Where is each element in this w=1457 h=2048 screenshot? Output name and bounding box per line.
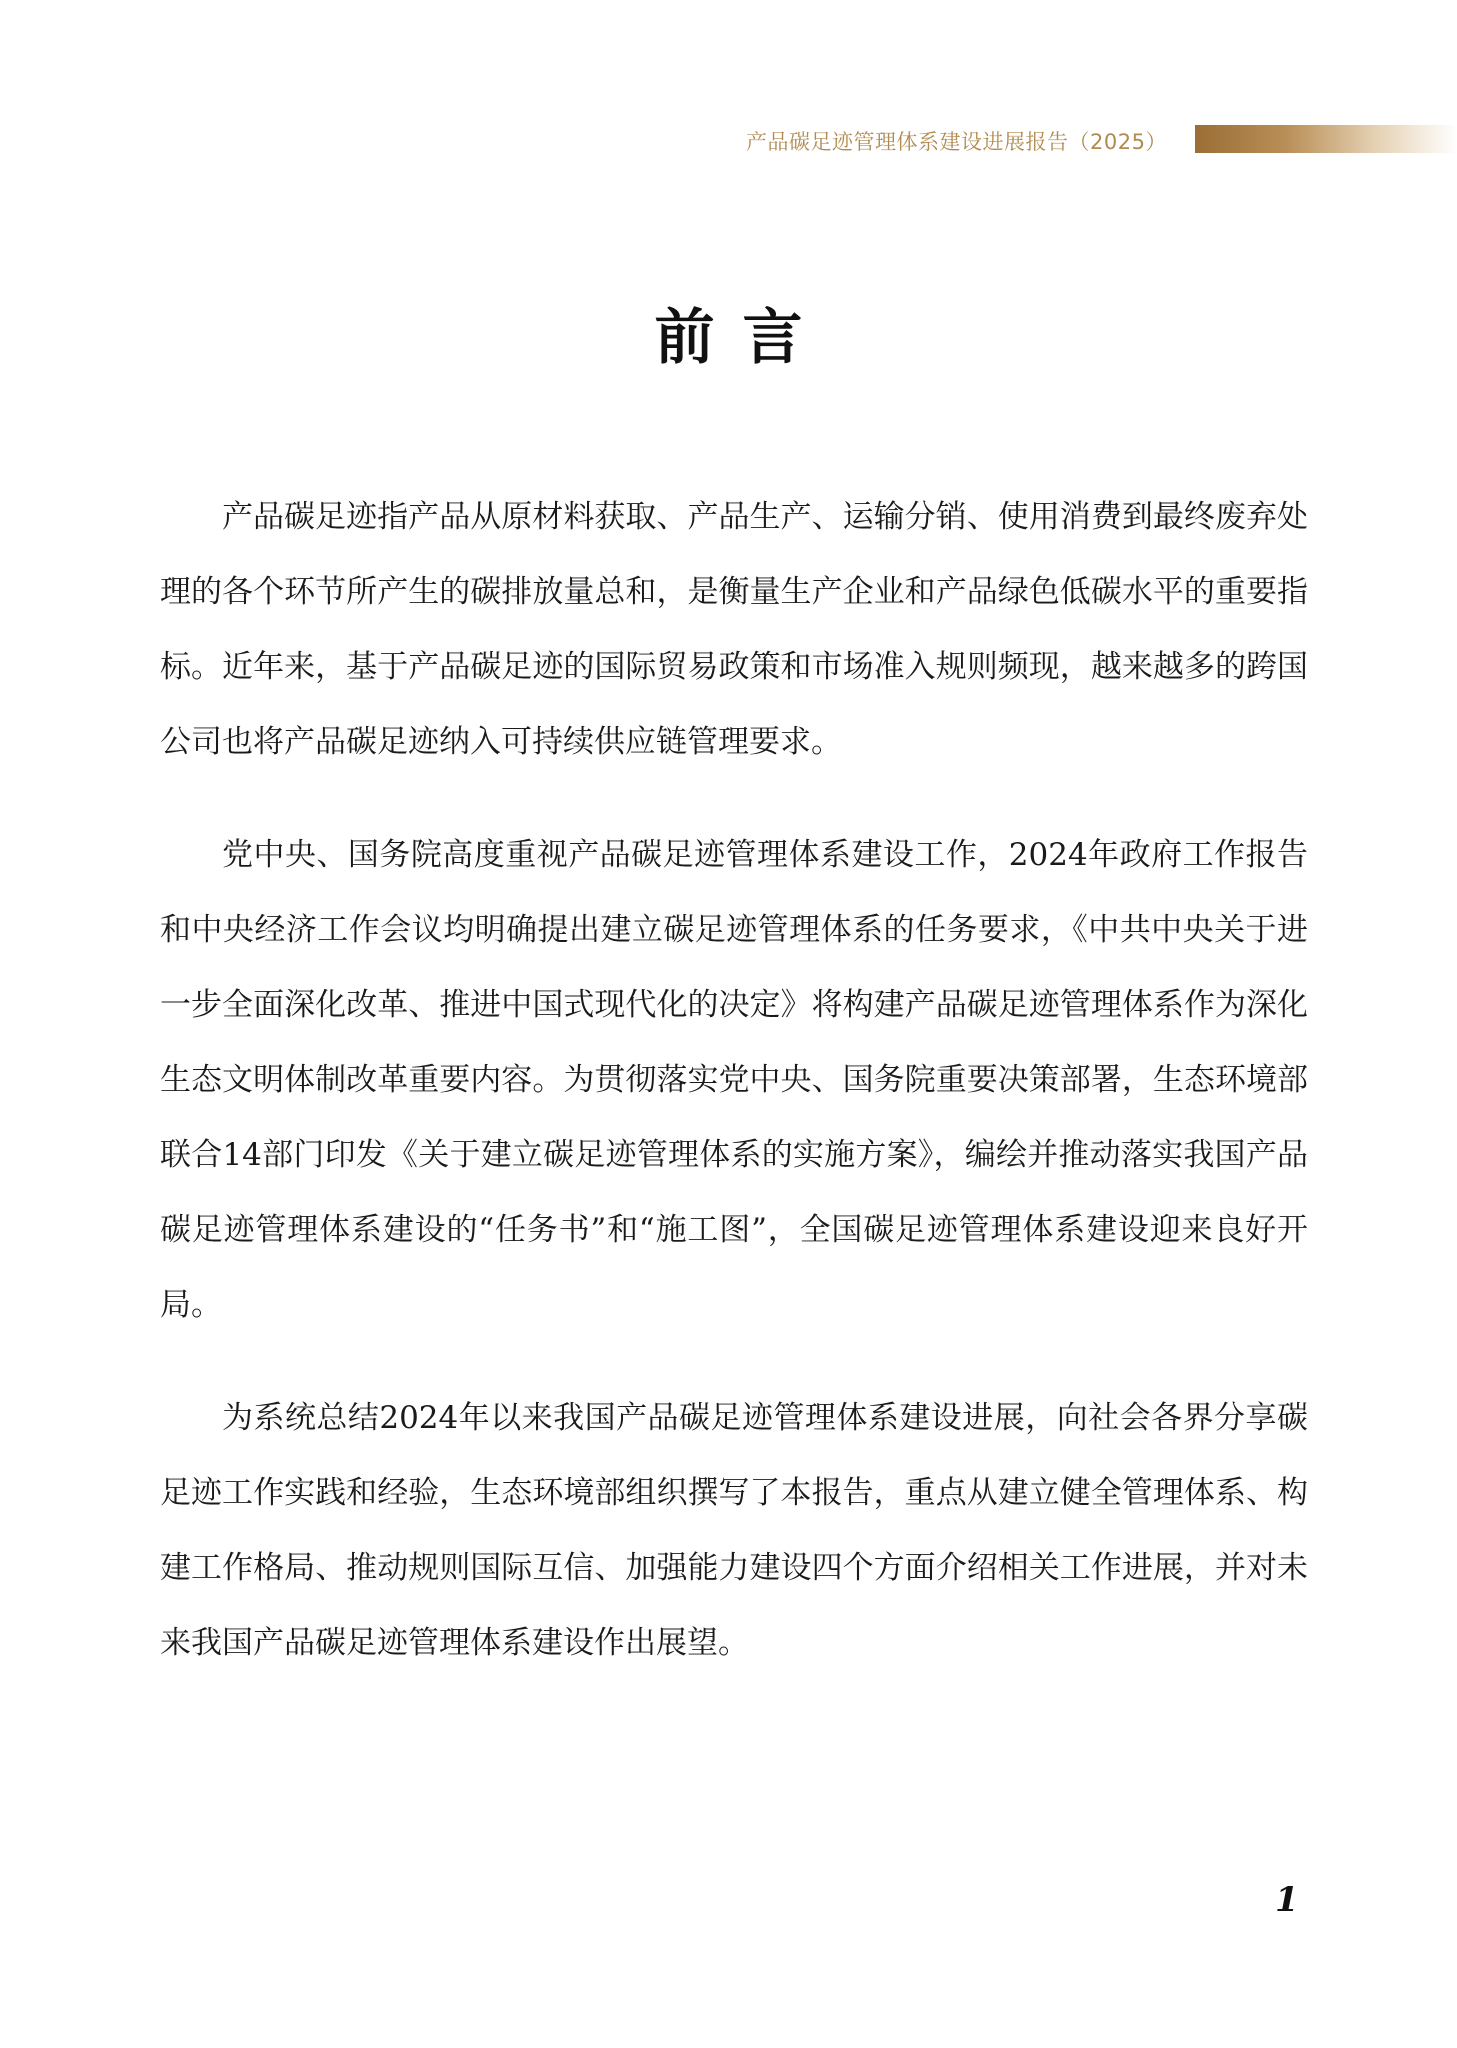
header-accent-bar <box>1195 125 1457 153</box>
page-number: 1 <box>1275 1880 1299 1920</box>
paragraph-2: 党中央、国务院高度重视产品碳足迹管理体系建设工作，2024年政府工作报告和中央经济工作会议均明确提出建立碳足迹管理体系的任务要求，《中共中央关于进一步全面深化改革、推进中国式现代化的决定》将构建产品碳足迹管理体系作为深化生态文明体制改革重要内容。为贯彻落实党中央、国务院重要决策部署，生态环境部联合14部门印发《关于建立碳足迹管理体系的实施方案》，编绘并推动落实我国产品碳足迹管理体系建设的“任务书”和“施工图”，全国碳足迹管理体系建设迎来良好开局。 <box>160 837 1308 1323</box>
page-title: 前言 <box>654 303 831 373</box>
header-report-title: 产品碳足迹管理体系建设进展报告（2025） <box>746 130 1167 154</box>
body-text <box>160 480 1308 1719</box>
paragraph-3: 为系统总结2024年以来我国产品碳足迹管理体系建设进展，向社会各界分享碳足迹工作实践和经验，生态环境部组织撰写了本报告，重点从建立健全管理体系、构建工作格局、推动规则国际互信、加强能力建设四个方面介绍相关工作进展，并对未来我国产品碳足迹管理体系建设作出展望。 <box>160 1400 1308 1661</box>
paragraph-1: 产品碳足迹指产品从原材料获取、产品生产、运输分销、使用消费到最终废弃处理的各个环节所产生的碳排放量总和，是衡量生产企业和产品绿色低碳水平的重要指标。近年来，基于产品碳足迹的国际贸易政策和市场准入规则频现，越来越多的跨国公司也将产品碳足迹纳入可持续供应链管理要求。 <box>160 499 1308 760</box>
